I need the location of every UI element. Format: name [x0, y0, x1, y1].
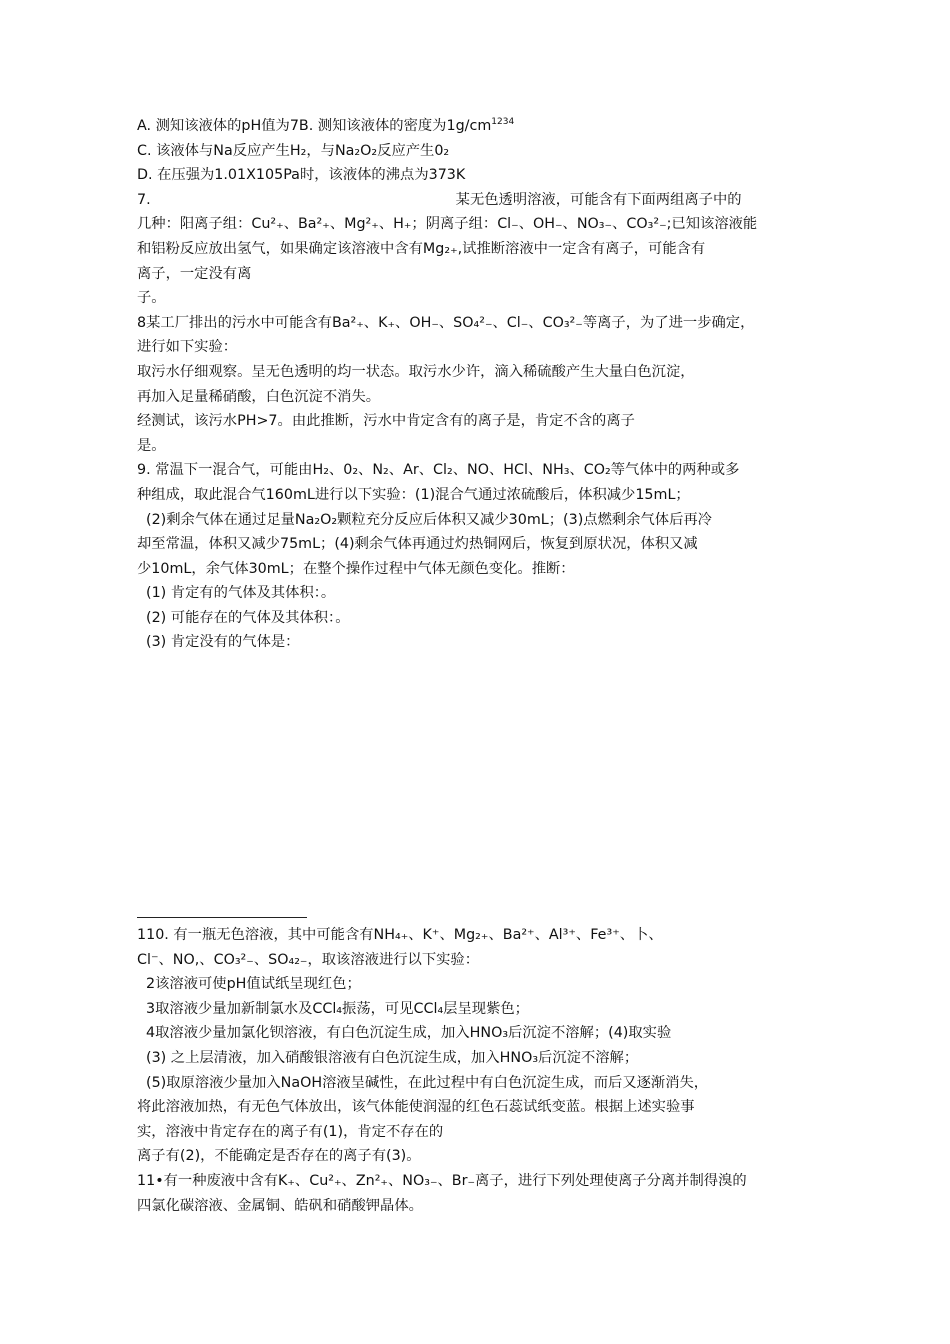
q8-line3: 取污水仔细观察。呈无色透明的均一状态。取污水少许，滴入稀硫酸产生大量白色沉淀，	[137, 363, 695, 380]
q7-line2: 几种：阳离子组：Cu²₊、Ba²₊、Mg²₊、H₊；阴离子组：Cl₋、OH₋、NO₃₋、CO₃²₋;已知该溶液能	[137, 216, 758, 233]
footnote-text	[137, 923, 817, 1218]
q9-line3: (2)剩余气体在通过足量Na₂O₂颗粒充分反应后体积又减少30mL；(3)点燃剩余气体后再冷	[146, 511, 712, 528]
q10-line8: 将此溶液加热，有无色气体放出，该气体能使润湿的红色石蕊试纸变蓝。根据上述实验事	[137, 1099, 695, 1116]
q9-line4: 却至常温，体积又减少75mL；(4)剩余气体再通过灼热铜网后，恢复到原状况，体积又减	[137, 536, 698, 553]
q7-line4: 离子，一定没有离	[137, 265, 252, 282]
main-text	[137, 114, 817, 655]
q6-option-ab: A. 测知该液体的pH值为7B. 测知该液体的密度为$1g/cm^{1234}$	[137, 117, 515, 134]
q10-line4: 3取溶液少量加新制氯水及CCl₄振荡，可见CCl₄层呈现紫色；	[146, 1000, 529, 1017]
q10-line7: (5)取原溶液少量加入NaOH溶液呈碱性，在此过程中有白色沉淀生成，而后又逐渐消失，	[146, 1074, 709, 1091]
q9-line1: 9. 常温下一混合气，可能由H₂、0₂、N₂、Ar、Cl₂、NO、HCl、NH₃、CO₂等气体中的两种或多	[137, 462, 740, 479]
q9-sub3: (3) 肯定没有的气体是：	[146, 634, 300, 651]
q8-line5: 经测试，该污水PH>7。由此推断，污水中肯定含有的离子是，肯定不含的离子	[137, 413, 635, 430]
q8-line6: 是。	[137, 437, 166, 454]
q8-line2: 进行如下实验：	[137, 339, 238, 356]
q8-line4: 再加入足量稀硝酸，白色沉淀不消失。	[137, 388, 381, 405]
q10-line9: 实，溶液中肯定存在的离子有(1)，肯定不存在的	[137, 1123, 444, 1140]
q7-line1: 7. 某无色透明溶液，可能含有下面两组离子中的	[137, 191, 742, 208]
q7-line5: 子。	[137, 290, 166, 307]
q11-line1: 11•有一种废液中含有K₊、Cu²₊、Zn²₊、NO₃₋、Br₋离子，进行下列处理使离子分离并制得溴的	[137, 1172, 747, 1189]
q10-line6: (3) 之上层清液，加入硝酸银溶液有白色沉淀生成，加入HNO₃后沉淀不溶解；	[146, 1049, 639, 1066]
q10-line5: 4取溶液少量加氯化钡溶液，有白色沉淀生成，加入HNO₃后沉淀不溶解；(4)取实验	[146, 1025, 672, 1042]
q10-line3: 2该溶液可使pH值试纸呈现红色；	[146, 976, 361, 993]
q10-line10: 离子有(2)，不能确定是否存在的离子有(3)。	[137, 1148, 421, 1165]
q6-option-d: D. 在压强为1.01X105Pa时，该液体的沸点为373K	[137, 167, 466, 184]
q8-line1: 8某工厂排出的污水中可能含有Ba²₊、K₊、OH₋、SO₄²₋、Cl₋、CO₃²₋等离子，为了进一步确定，	[137, 314, 755, 331]
q9-line2: 种组成，取此混合气160mL进行以下实验：(1)混合气通过浓硫酸后，体积减少15mL；	[137, 486, 690, 503]
q11-line2: 四氯化碳溶液、金属铜、皓矾和硝酸钾晶体。	[137, 1197, 423, 1214]
superscript: 1234	[491, 117, 515, 128]
footnote-separator	[137, 917, 307, 918]
q9-sub2: (2) 可能存在的气体及其体积：。	[146, 609, 350, 626]
q10-line2: Cl⁻、NO,、CO₃²₋、SO₄₂₋，取该溶液进行以下实验：	[137, 951, 480, 968]
q9-line5: 少10mL，余气体30mL；在整个操作过程中气体无颜色变化。推断：	[137, 560, 575, 577]
q10-line1: 110. 有一瓶无色溶液，其中可能含有NH₄₊、K⁺、Mg₂₊、Ba²⁺、Al³⁺、Fe³⁺、卜、	[137, 927, 663, 943]
q7-line3: 和铝粉反应放出氢气，如果确定该溶液中含有Mg₂₊,试推断溶液中一定含有离子，可能含有	[137, 240, 706, 257]
q9-sub1: (1) 肯定有的气体及其体积：。	[146, 585, 336, 602]
q6-option-c: C. 该液体与Na反应产生H₂，与Na₂O₂反应产生0₂	[137, 142, 450, 159]
